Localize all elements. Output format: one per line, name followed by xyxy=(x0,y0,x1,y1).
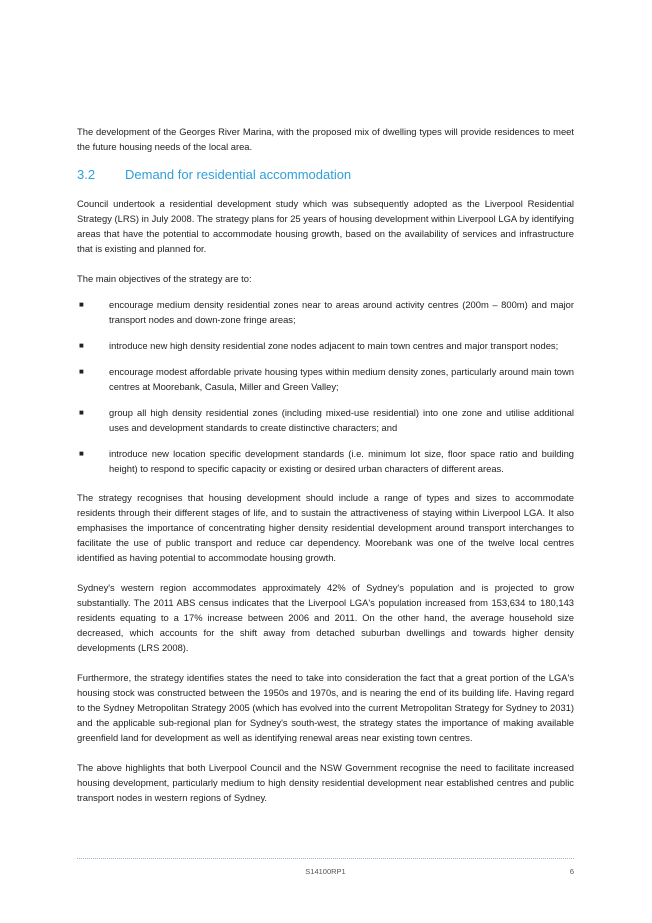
section-body xyxy=(77,196,574,820)
section-title: Demand for residential accommodation xyxy=(125,167,352,182)
document-reference: S14100RP1 xyxy=(305,867,346,876)
page-number: 6 xyxy=(569,867,574,876)
list-item: ■ introduce new high density residential zone nodes adjacent to main town centres and major transport nodes; xyxy=(79,340,559,351)
section-heading xyxy=(77,166,574,184)
bullet-icon: ■ xyxy=(79,341,84,350)
bullet-icon: ■ xyxy=(79,408,84,417)
body-paragraph: Council undertook a residential development study which was subsequently adopted as the Liverpool Residential Strategy (LRS) in July 2008. The strategy plans for 25 years of housing development within Liverpool LGA by identifying areas that have the potential to accommodate housing growth, based on the availability of services and infrastructure that is existing and planned for. xyxy=(77,198,574,254)
bullet-icon: ■ xyxy=(79,449,84,458)
list-item: ■ encourage medium density residential zones near to areas around activity centres (200m – 800m) and major transport nodes and down-zone fringe areas; xyxy=(79,299,574,325)
body-paragraph: The above highlights that both Liverpool Council and the NSW Government recognise the need to facilitate increased housing development, particularly medium to high density residential development near established centres and public transport nodes in western regions of Sydney. xyxy=(77,762,574,803)
bullet-icon: ■ xyxy=(79,367,84,376)
intro-paragraph: The development of the Georges River Marina, with the proposed mix of dwelling types will provide residences to meet the future housing needs of the local area. xyxy=(77,126,574,152)
list-item: ■ encourage modest affordable private housing types within medium density zones, particularly around main town centres at Moorebank, Casula, Miller and Green Valley; xyxy=(79,366,574,392)
footer-divider xyxy=(77,858,574,859)
list-item: ■ group all high density residential zones (including mixed-use residential) into one zone and utilise additional uses and development standards to create distinctive characters; and xyxy=(79,407,574,433)
body-paragraph: Sydney's western region accommodates approximately 42% of Sydney's population and is projected to grow substantially. The 2011 ABS census indicates that the Liverpool LGA's population increased from 153,634 to 180,143 residents equating to a 17% increase between 2006 and 2011. On the other hand, the average household size decreased, which accounts for the shift away from detached suburban dwellings and towards higher density developments (LRS 2008). xyxy=(77,582,574,653)
body-paragraph: The main objectives of the strategy are to: xyxy=(77,273,252,284)
objectives-list xyxy=(77,297,574,476)
bullet-icon: ■ xyxy=(79,300,84,309)
body-paragraph: Furthermore, the strategy identifies states the need to take into consideration the fact that a great portion of the LGA's housing stock was constructed between the 1950s and 1970s, and is nearing the end of its building life. Having regard to the Sydney Metropolitan Strategy 2005 (which has evolved into the current Metropolitan Strategy for Sydney to 2031) and the applicable sub-regional plan for Sydney's south-west, the strategy states the importance of making available greenfield land for development as well as identifying renewal areas near existing town centres. xyxy=(77,672,574,743)
list-item: ■ introduce new location specific development standards (i.e. minimum lot size, floor space ratio and building height) to respond to specific capacity or existing or desired urban characters of different areas. xyxy=(79,448,574,474)
body-paragraph: The strategy recognises that housing development should include a range of types and sizes to accommodate residents through their different stages of life, and to sustain the attractiveness of staying within Liverpool LGA. It also emphasises the importance of concentrating higher density residential development around transport interchanges to facilitate the use of public transport and reduce car dependency. Moorebank was one of the twelve local centres identified as having potential to accommodate housing growth. xyxy=(77,492,574,563)
section-number: 3.2 xyxy=(77,167,96,182)
page-footer xyxy=(77,858,574,879)
